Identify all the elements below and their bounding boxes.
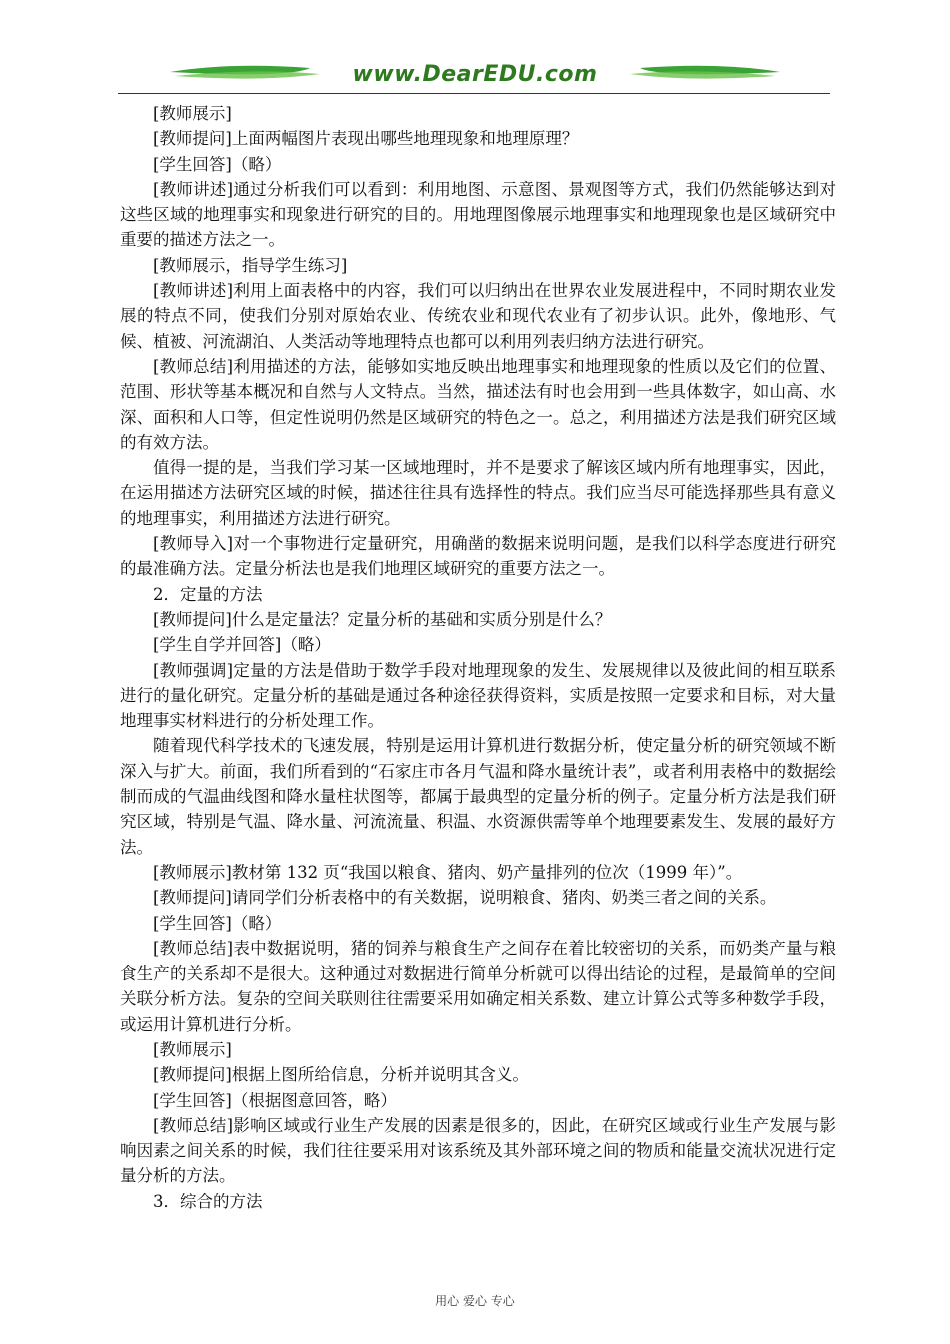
paragraph: [教师展示] bbox=[153, 104, 232, 123]
paragraph: [教师提问]上面两幅图片表现出哪些地理现象和地理原理？ bbox=[153, 129, 579, 149]
paragraph: [教师提问]根据上图所给信息，分析并说明其含义。 bbox=[153, 1065, 529, 1085]
section-heading: 3．综合的方法 bbox=[153, 1191, 263, 1211]
paragraph: 值得一提的是，当我们学习某一区域地理时，并不是要求了解该区域内所有地理事实，因此，在运用描述方法研究区域的时候，描述往往具有选择性的特点。我们应当尽可能选择那些具有意义的地理事实，利用描述方法进行研究。 bbox=[120, 458, 836, 528]
paragraph: [教师导入]对一个事物进行定量研究，用确凿的数据来说明问题，是我们以科学态度进行研究的最准确方法。定量分析法也是我们地理区域研究的重要方法之一。 bbox=[120, 534, 836, 579]
paragraph: [教师讲述]利用上面表格中的内容，我们可以归纳出在世界农业发展进程中，不同时期农业发展的特点不同，使我们分别对原始农业、传统农业和现代农业有了初步认识。此外，像地形、气候、植被、河流湖泊、人类活动等地理特点也都可以利用列表归纳方法进行研究。 bbox=[120, 281, 836, 351]
paragraph: [教师总结]表中数据说明，猪的饲养与粮食生产之间存在着比较密切的关系，而奶类产量与粮食生产的关系却不是很大。这种通过对数据进行简单分析就可以得出结论的过程，是最简单的空间关联分析方法。复杂的空间关联则往往需要采用如确定相关系数、建立计算公式等多种数学手段，或运用计算机进行分析。 bbox=[120, 938, 836, 1034]
paragraph: [学生回答]（略） bbox=[153, 913, 282, 933]
paragraph: [教师展示，指导学生练习] bbox=[153, 255, 348, 275]
paragraph: [教师提问]什么是定量法？定量分析的基础和实质分别是什么？ bbox=[153, 609, 612, 629]
paragraph: [教师总结]影响区域或行业生产发展的因素是很多的，因此，在研究区域或行业生产发展与影响因素之间关系的时候，我们往往要采用对该系统及其外部环境之间的物质和能量交流状况进行定量分析的方法。 bbox=[120, 1115, 836, 1186]
page-footer: 用心 爱心 专心 bbox=[435, 1294, 515, 1308]
paragraph: [学生回答]（略） bbox=[153, 154, 282, 174]
section-heading: 2．定量的方法 bbox=[153, 584, 263, 604]
paragraph: 随着现代科学技术的飞速发展，特别是运用计算机进行数据分析，使定量分析的研究领域不断深入与扩大。前面，我们所看到的“石家庄市各月气温和降水量统计表”，或者利用表格中的数据绘制而成的气温曲线图和降水量柱状图等，都属于最典型的定量分析的例子。定量分析方法是我们研究区域，特别是气温、降水量、河流流量、积温、水资源供需等单个地理要素发生、发展的最好方法。 bbox=[120, 736, 836, 857]
paragraph: [教师强调]定量的方法是借助于数学手段对地理现象的发生、发展规律以及彼此间的相互联系进行的量化研究。定量分析的基础是通过各种途径获得资料，实质是按照一定要求和目标，对大量地理事实材料进行的分析处理工作。 bbox=[120, 660, 836, 731]
paragraph: [教师讲述]通过分析我们可以看到：利用地图、示意图、景观图等方式，我们仍然能够达到对这些区域的地理事实和现象进行研究的目的。用地理图像展示地理事实和地理现象也是区域研究中重要的描述方法之一。 bbox=[120, 179, 836, 250]
paragraph: [学生回答]（根据图意回答，略） bbox=[153, 1090, 397, 1110]
paragraph: [教师提问]请同学们分析表格中的有关数据，说明粮食、猪肉、奶类三者之间的关系。 bbox=[153, 888, 777, 908]
header-rule bbox=[118, 93, 830, 94]
site-header-banner bbox=[170, 58, 780, 94]
paragraph: [教师展示]教材第 132 页“我国以粮食、猪肉、奶产量排列的位次（1999 年）”。 bbox=[153, 862, 743, 882]
paragraph: [教师总结]利用描述的方法，能够如实地反映出地理事实和地理现象的性质以及它们的位置、范围、形状等基本概况和自然与人文特点。当然，描述法有时也会用到一些具体数字，如山高、水深、面积和人口等，但定性说明仍然是区域研究的特色之一。总之，利用描述方法是我们研究区域的有效方法。 bbox=[120, 356, 836, 452]
paragraph: [学生自学并回答]（略） bbox=[153, 635, 331, 655]
paragraph: [教师展示] bbox=[153, 1039, 232, 1059]
site-url-logo: www.DearEDU.com bbox=[352, 62, 598, 87]
document-body bbox=[120, 101, 836, 1214]
